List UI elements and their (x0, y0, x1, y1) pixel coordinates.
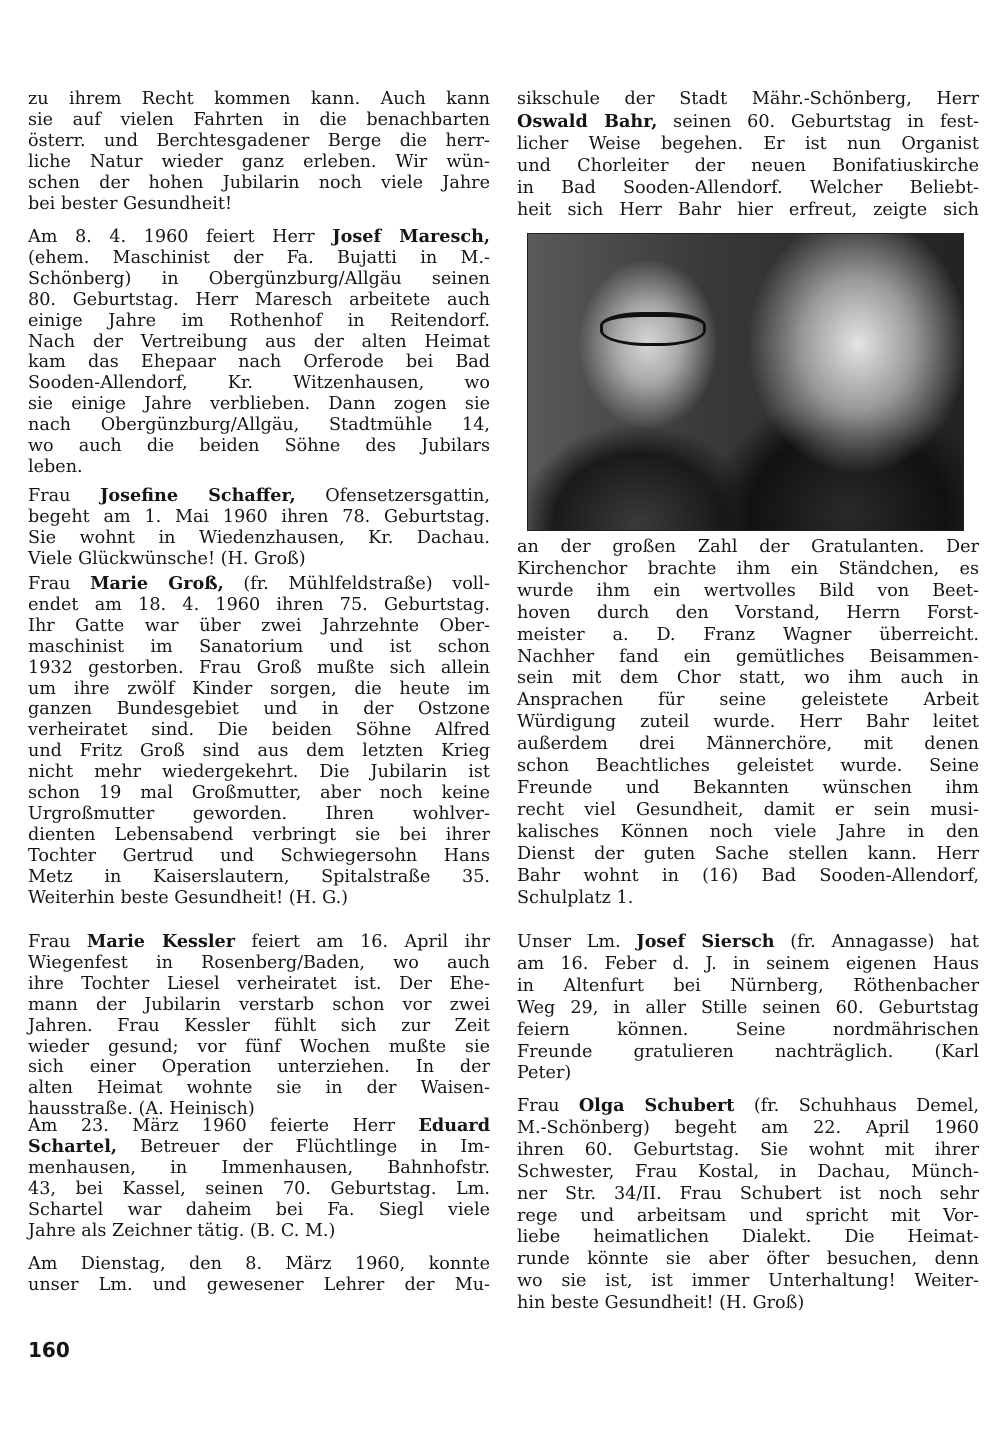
text-line (517, 976, 979, 998)
text-segment: runde könnte sie aber öfter besuchen, denn (517, 1249, 979, 1270)
text-line (28, 1016, 490, 1037)
text-line (28, 457, 490, 478)
text-line (28, 679, 490, 700)
article-paragraph (28, 932, 490, 1120)
text-segment: feiert am 16. April ihr (235, 932, 491, 952)
text-line (517, 559, 979, 581)
text-segment: feiern können. Seine nordmährischen (517, 1019, 979, 1040)
text-line (28, 825, 490, 846)
text-segment: bei bester Gesundheit! (28, 193, 233, 214)
text-segment: kam das Ehepaar nach Orferode bei Bad (28, 352, 490, 373)
text-line (517, 668, 979, 690)
text-line (517, 200, 979, 222)
text-line (517, 888, 979, 910)
text-line (28, 1275, 490, 1296)
page-number: 160 (28, 1338, 70, 1362)
text-segment: sie auf vielen Fahrten in die benachbarten (28, 109, 490, 130)
text-line (517, 1227, 979, 1249)
text-segment: Freunde gratulieren nachträglich. (Karl (517, 1041, 979, 1062)
article-paragraph (28, 574, 490, 909)
text-line (517, 822, 979, 844)
text-segment: Freunde und Bekannten wünschen ihm (517, 777, 979, 798)
text-line (28, 549, 490, 570)
text-segment: Weiterhin beste Gesundheit! (H. G.) (28, 887, 349, 908)
text-line (28, 269, 490, 290)
text-segment: und Chorleiter der neuen Bonifatiuskirche (517, 155, 979, 176)
text-line (28, 1078, 490, 1099)
text-line (28, 1179, 490, 1200)
text-segment: sich einer Operation unterziehen. In der (28, 1057, 490, 1078)
text-segment: 43, bei Kassel, seinen 70. Geburtstag. Lm. (28, 1178, 490, 1199)
text-line (517, 1095, 979, 1118)
text-line (28, 995, 490, 1016)
text-segment: licher Weise begehen. Er ist nun Organist (517, 133, 979, 154)
text-line (28, 1158, 490, 1179)
text-segment: Ofensetzersgattin, (295, 486, 490, 506)
text-line (28, 194, 490, 215)
text-line (28, 131, 490, 152)
person-name: Schartel, (28, 1135, 118, 1157)
text-segment: ihren 60. Geburtstag. Sie wohnt mit ihrer (517, 1139, 979, 1160)
text-line (28, 1057, 490, 1078)
person-name: Eduard (418, 1115, 490, 1136)
text-line (517, 111, 979, 134)
text-segment: menhausen, in Immenhausen, Bahnhofstr. (28, 1157, 490, 1178)
text-line (517, 778, 979, 800)
text-line (28, 436, 490, 457)
text-line (517, 756, 979, 778)
text-line (517, 1293, 979, 1315)
text-segment: Schönberg) in Obergünzburg/Allgäu seinen (28, 268, 490, 289)
text-segment: in Bad Sooden-Allendorf. Welcher Beliebt- (517, 177, 979, 198)
text-line (517, 581, 979, 603)
text-segment: unser Lm. und gewesener Lehrer der Mu- (28, 1274, 490, 1295)
text-line (28, 574, 490, 595)
text-segment: dienten Lebensabend verbringt sie bei ihrer (28, 824, 490, 845)
text-line (28, 332, 490, 353)
text-line (28, 720, 490, 741)
text-line (517, 931, 979, 954)
text-segment: Nach der Vertreibung aus der alten Heimat (28, 331, 490, 352)
text-segment: (ehem. Maschinist der Fa. Bujatti in M.- (28, 247, 490, 268)
text-line (517, 156, 979, 178)
text-line (517, 1063, 979, 1085)
text-segment: 80. Geburtstag. Herr Maresch arbeitete auch (28, 289, 490, 310)
text-line (517, 866, 979, 888)
text-segment: an der großen Zahl der Gratulanten. Der (517, 537, 979, 557)
text-line (28, 846, 490, 867)
text-segment: Unser Lm. (517, 932, 637, 952)
article-paragraph (517, 89, 979, 221)
text-segment: Wiegenfest in Rosenberg/Baden, wo auch (28, 952, 490, 973)
text-line (28, 741, 490, 762)
text-segment: Betreuer der Flüchtlinge in Im- (117, 1136, 490, 1157)
text-segment: Sie wohnt in Wiedenzhausen, Kr. Dachau. (28, 527, 490, 548)
text-segment: Jahren. Frau Kessler fühlt sich zur Zeit (28, 1015, 490, 1036)
text-segment: schon 19 mal Großmutter, aber noch keine (28, 783, 490, 804)
text-line (28, 804, 490, 825)
text-segment: (fr. Schuhhaus Demel, (734, 1096, 980, 1116)
text-line (517, 1118, 979, 1140)
text-segment: kalisches Können noch viele Jahre in den (517, 821, 979, 842)
text-line (28, 1037, 490, 1058)
text-segment: Bahr wohnt in (16) Bad Sooden-Allendorf, (517, 865, 979, 886)
text-segment: Am 23. März 1960 feierte Herr (28, 1116, 419, 1136)
text-segment: liche Natur wieder ganz erleben. Wir wün- (28, 151, 490, 172)
text-segment: Frau (28, 932, 87, 952)
text-segment: Schartel war daheim bei Fa. Siegl viele (28, 1199, 490, 1220)
text-line (28, 1221, 490, 1242)
text-line (517, 178, 979, 200)
text-segment: sikschule der Stadt Mähr.-Schönberg, Herr (517, 89, 979, 109)
article-paragraph (28, 89, 490, 214)
text-segment: wieder gesund; vor fünf Wochen mußte sie (28, 1036, 490, 1057)
text-segment: Am Dienstag, den 8. März 1960, konnte (28, 1254, 490, 1274)
text-segment: außerdem drei Männerchöre, mit denen (517, 734, 979, 755)
text-segment: Ihr Gatte war über zwei Jahrzehnte Ober- (28, 615, 490, 636)
text-line (28, 110, 490, 131)
text-line (28, 637, 490, 658)
article-paragraph (517, 1095, 979, 1315)
text-line (517, 134, 979, 156)
person-name: Oswald Bahr, (517, 110, 658, 132)
text-line (28, 486, 490, 507)
text-segment: recht viel Gesundheit, damit er sein musi- (517, 799, 979, 820)
article-paragraph (28, 486, 490, 570)
text-line (517, 1020, 979, 1042)
text-line (28, 783, 490, 804)
text-line (517, 603, 979, 625)
text-segment: wo sie ist, ist immer Unterhaltung! Weiter- (517, 1271, 979, 1292)
text-segment: um ihre zwölf Kinder sorgen, die heute im (28, 678, 490, 699)
text-segment: wurde ihm ein wertvolles Bild von Beet- (517, 580, 979, 601)
article-paragraph (28, 1116, 490, 1241)
text-line (28, 311, 490, 332)
text-line (28, 352, 490, 373)
text-line (517, 690, 979, 712)
text-segment: hausstraße. (A. Heinisch) (28, 1099, 255, 1120)
text-line (28, 867, 490, 888)
text-segment: leben. (28, 456, 83, 477)
text-line (517, 1162, 979, 1184)
text-line (517, 734, 979, 756)
text-line (28, 173, 490, 194)
text-segment: begeht am 1. Mai 1960 ihren 78. Geburtstag. (28, 506, 490, 527)
text-segment: verheiratet sind. Die beiden Söhne Alfred (28, 720, 490, 741)
text-segment: ihre Tochter Liesel verheiratet ist. Der Ehe- (28, 973, 490, 994)
text-segment: sie einige Jahre verblieben. Dann zogen sie (28, 394, 490, 415)
text-line (517, 954, 979, 976)
text-segment: ganzen Bundesgebiet und in der Ostzone (28, 699, 490, 720)
text-segment: Tochter Gertrud und Schwiegersohn Hans (28, 845, 490, 866)
text-segment: Schwester, Frau Kostal, in Dachau, Münch- (517, 1161, 979, 1182)
text-segment: Jahre als Zeichner tätig. (B. C. M.) (28, 1220, 336, 1241)
text-segment: (fr. Annagasse) hat (774, 932, 979, 952)
text-line (517, 1140, 979, 1162)
text-line (28, 1116, 490, 1137)
text-line (28, 507, 490, 528)
text-segment: ner Str. 34/II. Frau Schubert ist noch sehr (517, 1183, 979, 1204)
text-line (517, 1271, 979, 1293)
text-segment: maschinist im Sanatorium und ist schon (28, 636, 490, 657)
text-segment: hoven durch den Vorstand, Herrn Forst- (517, 602, 979, 623)
text-segment: liebe heimatlichen Dialekt. Die Heimat- (517, 1227, 979, 1248)
person-name: Marie Groß, (90, 573, 224, 594)
text-line (28, 152, 490, 173)
text-segment: sein mit dem Chor statt, wo ihm auch in (517, 668, 979, 689)
person-name: Marie Kessler (86, 931, 236, 952)
text-segment: Nachher fand ein gemütliches Beisammen- (517, 646, 979, 667)
text-line (28, 932, 490, 953)
text-segment: am 16. Feber d. J. in seinem eigenen Haus (517, 953, 979, 974)
text-line (517, 844, 979, 866)
text-segment: Frau (517, 1096, 579, 1116)
text-line (517, 1042, 979, 1064)
person-name: Josef Siersch (636, 931, 775, 952)
text-line (517, 1184, 979, 1206)
text-segment: schon Beachtliches geleistet wurde. Seine (517, 756, 979, 777)
text-segment: heit sich Herr Bahr hier erfreut, zeigte sich (517, 199, 979, 220)
text-line (28, 227, 490, 248)
text-segment: M.-Schönberg) begeht am 22. April 1960 (517, 1117, 979, 1138)
text-line (28, 1200, 490, 1221)
text-segment: meister a. D. Franz Wagner überreicht. (517, 624, 979, 645)
article-paragraph (517, 537, 979, 909)
article-paragraph (517, 931, 979, 1085)
text-line (28, 290, 490, 311)
text-line (517, 647, 979, 669)
text-segment: schen der hohen Jubilarin noch viele Jahre (28, 172, 490, 193)
text-segment: Urgroßmutter geworden. Ihren wohlver- (28, 803, 490, 824)
text-line (517, 800, 979, 822)
text-line (28, 658, 490, 679)
text-line (28, 953, 490, 974)
text-segment: österr. und Berchtesgadener Berge die herr- (28, 130, 490, 151)
text-line (28, 699, 490, 720)
text-segment: Dienst der guten Sache stellen kann. Herr (517, 843, 979, 864)
person-name: Josefine Schaffer, (100, 485, 296, 506)
text-segment: und Fritz Groß sind aus dem letzten Krieg (28, 741, 490, 762)
text-line (28, 373, 490, 394)
text-line (28, 89, 490, 110)
text-segment: mann der Jubilarin verstarb schon vor zwei (28, 994, 490, 1015)
photo-two-men (527, 233, 964, 531)
eyeglasses-detail (600, 312, 706, 346)
text-line (28, 595, 490, 616)
text-segment: Schulplatz 1. (517, 887, 634, 908)
text-segment: rege und arbeitsam und spricht mit Vor- (517, 1205, 979, 1226)
text-line (28, 1254, 490, 1275)
text-segment: wo auch die beiden Söhne des Jubilars (28, 436, 490, 457)
text-line (28, 394, 490, 415)
text-segment: alten Heimat wohnte sie in der Waisen- (28, 1078, 490, 1099)
text-segment: (fr. Mühlfeldstraße) voll- (223, 574, 491, 594)
text-segment: einige Jahre im Rothenhof in Reitendorf. (28, 310, 490, 331)
text-segment: Sooden-Allendorf, Kr. Witzenhausen, wo (28, 373, 490, 394)
text-segment: Am 8. 4. 1960 feiert Herr (28, 227, 333, 247)
text-line (28, 888, 490, 909)
article-paragraph (28, 227, 490, 478)
text-segment: Frau (28, 574, 91, 594)
text-segment: nach Obergünzburg/Allgäu, Stadtmühle 14, (28, 415, 490, 436)
text-line (28, 415, 490, 436)
text-segment: zu ihrem Recht kommen kann. Auch kann (28, 89, 490, 109)
text-line (28, 528, 490, 549)
text-segment: Kirchenchor brachte ihm ein Ständchen, es (517, 558, 979, 579)
text-segment: in Altenfurt bei Nürnberg, Röthenbacher (517, 975, 979, 996)
text-segment: endet am 18. 4. 1960 ihren 75. Geburtstag. (28, 594, 490, 615)
text-segment: seinen 60. Geburtstag in fest- (657, 111, 979, 132)
text-segment: Weg 29, in aller Stille seinen 60. Geburtstag (517, 997, 979, 1018)
text-segment: Würdigung zuteil wurde. Herr Bahr leitet (517, 712, 979, 733)
text-line (28, 248, 490, 269)
text-segment: Metz in Kaiserslautern, Spitalstraße 35. (28, 866, 490, 887)
text-segment: hin beste Gesundheit! (H. Groß) (517, 1293, 805, 1314)
text-line (28, 616, 490, 637)
person-name: Josef Maresch, (332, 226, 490, 247)
text-line (517, 712, 979, 734)
person-name: Olga Schubert (578, 1095, 735, 1116)
article-paragraph (28, 1254, 490, 1296)
text-line (28, 762, 490, 783)
text-line (517, 89, 979, 111)
text-line (517, 537, 979, 559)
text-line (517, 625, 979, 647)
text-segment: Peter) (517, 1063, 572, 1084)
text-segment: Frau (28, 486, 101, 506)
text-line (517, 1249, 979, 1271)
text-segment: Ansprachen für seine geleistete Arbeit (517, 690, 979, 711)
text-segment: 1932 gestorben. Frau Groß mußte sich allein (28, 657, 490, 678)
text-line (28, 974, 490, 995)
text-line (517, 1206, 979, 1228)
text-line (517, 998, 979, 1020)
text-segment: nicht mehr wiedergekehrt. Die Jubilarin ist (28, 762, 490, 783)
text-line (28, 1137, 490, 1158)
text-segment: Viele Glückwünsche! (H. Groß) (28, 548, 306, 569)
